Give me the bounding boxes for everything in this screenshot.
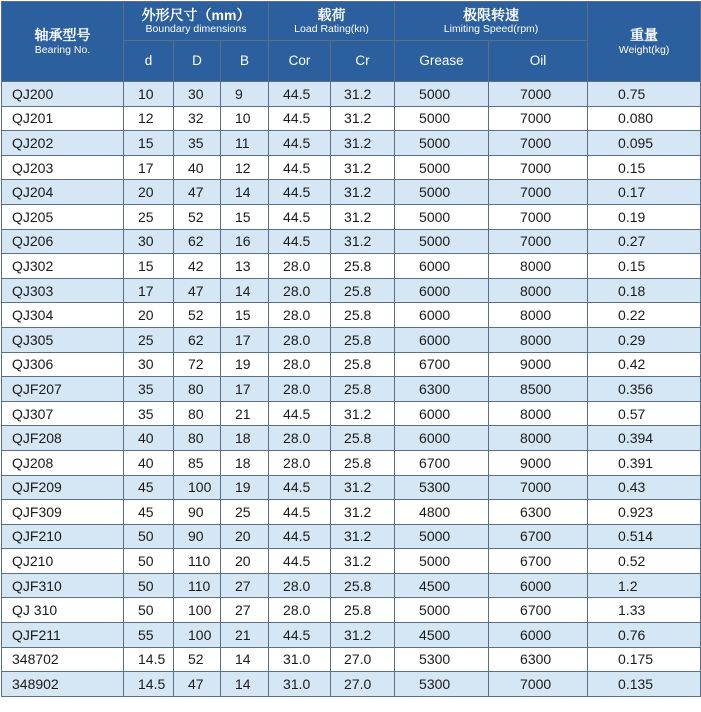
bore-d-cell: 30 [124,352,174,377]
header-oil: Oil [489,41,588,82]
oil-speed-cell: 8000 [489,401,588,426]
table-row [2,598,701,623]
width-B-cell: 19 [221,475,269,500]
cor-cell: 28.0 [269,352,331,377]
cr-cell: 27.0 [331,647,395,672]
weight-cell: 0.43 [588,475,701,500]
bore-d-cell: 50 [124,549,174,574]
table-row [2,672,701,697]
bearing-no-cell: QJ204 [2,180,124,205]
table-row [2,180,701,205]
oil-speed-cell: 9000 [489,450,588,475]
grease-speed-cell: 4500 [395,573,489,598]
cor-cell: 44.5 [269,82,331,107]
width-B-cell: 25 [221,500,269,525]
bore-d-cell: 35 [124,401,174,426]
grease-speed-cell: 5300 [395,672,489,697]
bore-d-cell: 20 [124,303,174,328]
header-bearing-no-zh: 轴承型号 [34,27,91,44]
cr-cell: 31.2 [331,229,395,254]
header-boundary-en: Boundary dimensions [145,23,247,36]
outer-D-cell: 30 [174,82,221,107]
table-row [2,131,701,156]
header-limiting-speed [395,2,588,41]
bore-d-cell: 14.5 [124,647,174,672]
cr-cell: 25.8 [331,327,395,352]
cor-cell: 44.5 [269,131,331,156]
cr-cell: 25.8 [331,573,395,598]
outer-D-cell: 62 [174,327,221,352]
weight-cell: 0.923 [588,500,701,525]
width-B-cell: 11 [221,131,269,156]
width-B-cell: 27 [221,598,269,623]
grease-speed-cell: 5000 [395,598,489,623]
outer-D-cell: 90 [174,500,221,525]
width-B-cell: 10 [221,106,269,131]
outer-D-cell: 32 [174,106,221,131]
table-row [2,303,701,328]
weight-cell: 0.29 [588,327,701,352]
bearing-no-cell: QJF210 [2,524,124,549]
oil-speed-cell: 7000 [489,475,588,500]
weight-cell: 0.135 [588,672,701,697]
bearing-no-cell: QJ202 [2,131,124,156]
grease-speed-cell: 6300 [395,377,489,402]
width-B-cell: 21 [221,623,269,648]
cr-cell: 25.8 [331,377,395,402]
weight-cell: 0.080 [588,106,701,131]
bearing-no-cell: 348902 [2,672,124,697]
bearing-no-cell: QJF208 [2,426,124,451]
grease-speed-cell: 5000 [395,155,489,180]
outer-D-cell: 80 [174,401,221,426]
grease-speed-cell: 4800 [395,500,489,525]
weight-cell: 0.19 [588,204,701,229]
bearing-no-cell: QJ206 [2,229,124,254]
bearing-no-cell: QJF207 [2,377,124,402]
cor-cell: 28.0 [269,377,331,402]
bore-d-cell: 45 [124,475,174,500]
outer-D-cell: 80 [174,426,221,451]
header-weight-zh: 重量 [630,27,659,44]
cor-cell: 44.5 [269,180,331,205]
oil-speed-cell: 7000 [489,229,588,254]
cor-cell: 31.0 [269,647,331,672]
table-row [2,450,701,475]
outer-D-cell: 47 [174,672,221,697]
cr-cell: 31.2 [331,401,395,426]
header-B-width: B [221,41,269,82]
outer-D-cell: 35 [174,131,221,156]
header-d: d [124,41,174,82]
width-B-cell: 27 [221,573,269,598]
width-B-cell: 13 [221,254,269,279]
grease-speed-cell: 6000 [395,426,489,451]
header-cr: Cr [331,41,395,82]
width-B-cell: 12 [221,155,269,180]
header-cor: Cor [269,41,331,82]
width-B-cell: 15 [221,204,269,229]
cr-cell: 31.2 [331,623,395,648]
table-row [2,549,701,574]
weight-cell: 0.095 [588,131,701,156]
weight-cell: 0.394 [588,426,701,451]
table-row [2,401,701,426]
cor-cell: 28.0 [269,278,331,303]
width-B-cell: 20 [221,524,269,549]
table-row [2,524,701,549]
grease-speed-cell: 5000 [395,180,489,205]
cor-cell: 44.5 [269,204,331,229]
weight-cell: 0.15 [588,155,701,180]
cr-cell: 31.2 [331,180,395,205]
oil-speed-cell: 9000 [489,352,588,377]
width-B-cell: 14 [221,672,269,697]
bore-d-cell: 25 [124,204,174,229]
width-B-cell: 20 [221,549,269,574]
table-row [2,573,701,598]
outer-D-cell: 100 [174,623,221,648]
oil-speed-cell: 6700 [489,524,588,549]
bore-d-cell: 50 [124,573,174,598]
bore-d-cell: 15 [124,131,174,156]
weight-cell: 0.52 [588,549,701,574]
bearing-no-cell: QJ306 [2,352,124,377]
cr-cell: 25.8 [331,598,395,623]
cr-cell: 25.8 [331,450,395,475]
outer-D-cell: 80 [174,377,221,402]
cor-cell: 28.0 [269,254,331,279]
oil-speed-cell: 6000 [489,623,588,648]
bearing-no-cell: QJ304 [2,303,124,328]
table-row [2,426,701,451]
bore-d-cell: 40 [124,426,174,451]
weight-cell: 0.18 [588,278,701,303]
outer-D-cell: 42 [174,254,221,279]
bearing-no-cell: QJ210 [2,549,124,574]
grease-speed-cell: 5000 [395,82,489,107]
header-grease: Grease [395,41,489,82]
width-B-cell: 18 [221,426,269,451]
outer-D-cell: 47 [174,180,221,205]
outer-D-cell: 52 [174,303,221,328]
table-row [2,254,701,279]
oil-speed-cell: 6700 [489,598,588,623]
oil-speed-cell: 7000 [489,82,588,107]
cor-cell: 44.5 [269,155,331,180]
oil-speed-cell: 7000 [489,106,588,131]
weight-cell: 0.175 [588,647,701,672]
grease-speed-cell: 6000 [395,327,489,352]
weight-cell: 0.356 [588,377,701,402]
cr-cell: 31.2 [331,549,395,574]
weight-cell: 1.33 [588,598,701,623]
cr-cell: 27.0 [331,672,395,697]
cor-cell: 44.5 [269,549,331,574]
bearing-no-cell: QJ201 [2,106,124,131]
table-row [2,500,701,525]
grease-speed-cell: 5000 [395,229,489,254]
cr-cell: 25.8 [331,303,395,328]
table-row [2,106,701,131]
oil-speed-cell: 6300 [489,647,588,672]
header-weight-en: Weight(kg) [618,43,670,56]
cor-cell: 44.5 [269,401,331,426]
cr-cell: 31.2 [331,106,395,131]
bore-d-cell: 55 [124,623,174,648]
outer-D-cell: 90 [174,524,221,549]
bore-d-cell: 45 [124,500,174,525]
cr-cell: 31.2 [331,82,395,107]
outer-D-cell: 72 [174,352,221,377]
grease-speed-cell: 6700 [395,450,489,475]
oil-speed-cell: 7000 [489,131,588,156]
width-B-cell: 14 [221,278,269,303]
cr-cell: 31.2 [331,500,395,525]
header-bearing-no [2,2,124,82]
oil-speed-cell: 8000 [489,278,588,303]
cor-cell: 31.0 [269,672,331,697]
cor-cell: 44.5 [269,623,331,648]
outer-D-cell: 52 [174,647,221,672]
header-bearing-no-en: Bearing No. [34,43,91,56]
bearing-no-cell: QJ303 [2,278,124,303]
grease-speed-cell: 6000 [395,278,489,303]
weight-cell: 0.76 [588,623,701,648]
grease-speed-cell: 5000 [395,549,489,574]
outer-D-cell: 100 [174,598,221,623]
weight-cell: 0.42 [588,352,701,377]
bore-d-cell: 25 [124,327,174,352]
weight-cell: 1.2 [588,573,701,598]
cr-cell: 31.2 [331,475,395,500]
header-speed-zh: 极限转速 [463,6,520,23]
width-B-cell: 19 [221,352,269,377]
oil-speed-cell: 6700 [489,549,588,574]
table-row [2,278,701,303]
grease-speed-cell: 5000 [395,204,489,229]
cor-cell: 28.0 [269,426,331,451]
outer-D-cell: 110 [174,573,221,598]
grease-speed-cell: 5000 [395,106,489,131]
header-load-rating [269,2,395,41]
grease-speed-cell: 5000 [395,524,489,549]
width-B-cell: 17 [221,327,269,352]
bearing-no-cell: QJ307 [2,401,124,426]
outer-D-cell: 47 [174,278,221,303]
bearing-no-cell: QJ302 [2,254,124,279]
header-speed-en: Limiting Speed(rpm) [443,23,539,36]
oil-speed-cell: 8000 [489,327,588,352]
oil-speed-cell: 7000 [489,155,588,180]
bearing-no-cell: 348702 [2,647,124,672]
oil-speed-cell: 7000 [489,180,588,205]
header-row-main [2,2,701,41]
oil-speed-cell: 6000 [489,573,588,598]
width-B-cell: 14 [221,180,269,205]
table-row [2,352,701,377]
cor-cell: 28.0 [269,573,331,598]
bearing-no-cell: QJ203 [2,155,124,180]
width-B-cell: 9 [221,82,269,107]
bearing-no-cell: QJ205 [2,204,124,229]
oil-speed-cell: 8000 [489,254,588,279]
grease-speed-cell: 5300 [395,647,489,672]
weight-cell: 0.17 [588,180,701,205]
grease-speed-cell: 6700 [395,352,489,377]
bearing-no-cell: QJ208 [2,450,124,475]
weight-cell: 0.391 [588,450,701,475]
table-row [2,155,701,180]
outer-D-cell: 52 [174,204,221,229]
grease-speed-cell: 6000 [395,303,489,328]
weight-cell: 0.15 [588,254,701,279]
oil-speed-cell: 6300 [489,500,588,525]
table-row [2,377,701,402]
header-load-zh: 载荷 [317,6,346,23]
cor-cell: 44.5 [269,524,331,549]
bearing-no-cell: QJ305 [2,327,124,352]
outer-D-cell: 100 [174,475,221,500]
weight-cell: 0.75 [588,82,701,107]
bore-d-cell: 30 [124,229,174,254]
header-boundary-dimensions [124,2,269,41]
table-row [2,475,701,500]
bore-d-cell: 12 [124,106,174,131]
oil-speed-cell: 8000 [489,426,588,451]
bearing-no-cell: QJF211 [2,623,124,648]
bearing-no-cell: QJF209 [2,475,124,500]
grease-speed-cell: 6000 [395,401,489,426]
weight-cell: 0.27 [588,229,701,254]
bore-d-cell: 50 [124,598,174,623]
bore-d-cell: 14.5 [124,672,174,697]
header-D-outer: D [174,41,221,82]
bore-d-cell: 17 [124,155,174,180]
cor-cell: 44.5 [269,229,331,254]
cor-cell: 44.5 [269,106,331,131]
bore-d-cell: 15 [124,254,174,279]
width-B-cell: 14 [221,647,269,672]
bearing-no-cell: QJF310 [2,573,124,598]
cor-cell: 28.0 [269,598,331,623]
cr-cell: 25.8 [331,426,395,451]
table-row [2,623,701,648]
oil-speed-cell: 7000 [489,204,588,229]
grease-speed-cell: 5300 [395,475,489,500]
weight-cell: 0.514 [588,524,701,549]
table-header [2,2,701,82]
width-B-cell: 18 [221,450,269,475]
cr-cell: 31.2 [331,131,395,156]
bearing-spec-table [1,1,701,697]
cr-cell: 25.8 [331,352,395,377]
cor-cell: 44.5 [269,500,331,525]
cr-cell: 25.8 [331,278,395,303]
cr-cell: 31.2 [331,204,395,229]
bore-d-cell: 20 [124,180,174,205]
outer-D-cell: 40 [174,155,221,180]
table-row [2,82,701,107]
width-B-cell: 17 [221,377,269,402]
cor-cell: 28.0 [269,450,331,475]
bearing-no-cell: QJF309 [2,500,124,525]
table-row [2,204,701,229]
width-B-cell: 16 [221,229,269,254]
cr-cell: 31.2 [331,524,395,549]
weight-cell: 0.57 [588,401,701,426]
outer-D-cell: 85 [174,450,221,475]
table-row [2,647,701,672]
grease-speed-cell: 5000 [395,131,489,156]
bore-d-cell: 10 [124,82,174,107]
outer-D-cell: 62 [174,229,221,254]
bore-d-cell: 35 [124,377,174,402]
outer-D-cell: 110 [174,549,221,574]
cor-cell: 44.5 [269,475,331,500]
cor-cell: 28.0 [269,303,331,328]
table-body [2,82,701,697]
header-weight [588,2,701,82]
cr-cell: 25.8 [331,254,395,279]
grease-speed-cell: 4500 [395,623,489,648]
oil-speed-cell: 7000 [489,672,588,697]
header-boundary-zh: 外形尺寸（mm） [141,6,251,23]
weight-cell: 0.22 [588,303,701,328]
bore-d-cell: 40 [124,450,174,475]
cr-cell: 31.2 [331,155,395,180]
oil-speed-cell: 8000 [489,303,588,328]
bore-d-cell: 50 [124,524,174,549]
bearing-no-cell: QJ 310 [2,598,124,623]
table-row [2,229,701,254]
header-load-en: Load Rating(kn) [294,23,369,36]
width-B-cell: 15 [221,303,269,328]
cor-cell: 28.0 [269,327,331,352]
grease-speed-cell: 6000 [395,254,489,279]
width-B-cell: 21 [221,401,269,426]
table-row [2,327,701,352]
bore-d-cell: 17 [124,278,174,303]
oil-speed-cell: 8500 [489,377,588,402]
bearing-no-cell: QJ200 [2,82,124,107]
